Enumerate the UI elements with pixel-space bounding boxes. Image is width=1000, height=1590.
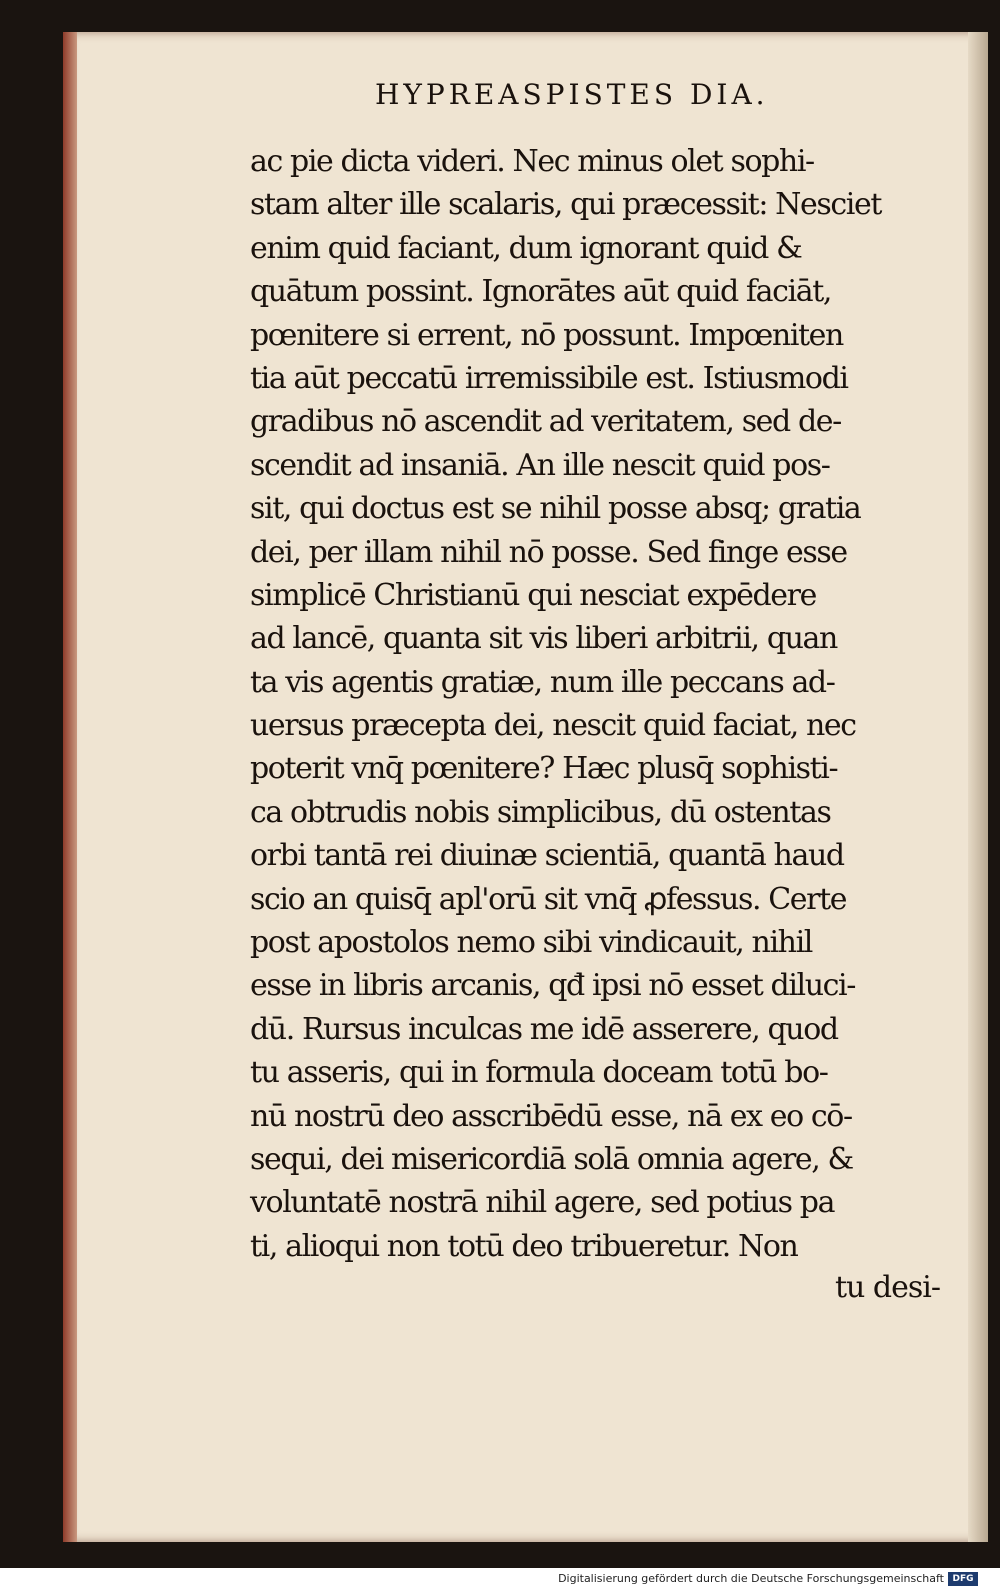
text-line: simplicē Christianū qui nesciat expēdere — [250, 577, 816, 613]
text-line: dū. Rursus inculcas me idē asserere, quod — [250, 1011, 838, 1047]
text-line: voluntatē nostrā nihil agere, sed potius pa — [250, 1185, 835, 1221]
text-line: nū nostrū deo asscribēdū esse, nā ex eo cō- — [250, 1098, 852, 1134]
text-line: esse in libris arcanis, qđ ipsi nō esset diluci- — [250, 968, 855, 1004]
text-line: ti, alioqui non totū deo tribueretur. Non — [250, 1228, 798, 1264]
text-line: ta vis agentis gratiæ, num ille peccans ad- — [250, 664, 835, 700]
text-line: quātum possint. Ignorātes aūt quid faciāt, — [250, 274, 832, 310]
text-line: tu asseris, qui in formula doceam totū bo- — [250, 1055, 828, 1091]
text-line: orbi tantā rei diuinæ scientiā, quantā haud — [250, 838, 844, 874]
text-line: stam alter ille scalaris, qui præcessit: Nesciet — [250, 187, 881, 223]
text-line: ac pie dicta videri. Nec minus olet sophi- — [250, 144, 814, 179]
dfg-logo: DFG — [948, 1572, 978, 1586]
text-line: enim quid faciant, dum ignorant quid & — [250, 230, 802, 266]
text-line: ca obtrudis nobis simplicibus, dū ostentas — [250, 794, 831, 830]
text-line: scio an quisq̄ apl'orū sit vnq̄ ꝓfessus. Certe — [250, 881, 847, 917]
footer-credit: Digitalisierung gefördert durch die Deutsche Forschungsgemeinschaft — [558, 1572, 944, 1585]
text-line: sit, qui doctus est se nihil posse absq; gratia — [250, 491, 861, 527]
body-text — [250, 140, 940, 1268]
text-line: pœnitere si errent, nō possunt. Impœniten — [250, 317, 843, 353]
text-line: scendit ad insaniā. An ille nescit quid pos- — [250, 447, 830, 483]
text-line: uersus præcepta dei, nescit quid faciat, nec — [250, 708, 856, 744]
text-line: dei, per illam nihil nō posse. Sed finge esse — [250, 534, 847, 570]
text-line: sequi, dei misericordiā solā omnia agere, & — [250, 1141, 853, 1177]
running-head: HYPREASPISTES DIA. — [375, 78, 769, 111]
catchword: tu desi- — [835, 1270, 940, 1305]
text-line: gradibus nō ascendit ad veritatem, sed de- — [250, 404, 841, 440]
text-line: tia aūt peccatū irremissibile est. Istiusmodi — [250, 360, 848, 396]
text-line: post apostolos nemo sibi vindicauit, nihil — [250, 925, 812, 961]
page-fore-edge — [968, 32, 988, 1542]
page-gutter-edge — [63, 32, 77, 1542]
text-line: ad lancē, quanta sit vis liberi arbitrii, quan — [250, 621, 837, 657]
text-line: poterit vnq̄ pœnitere? Hæc plusq̄ sophisti- — [250, 751, 838, 787]
